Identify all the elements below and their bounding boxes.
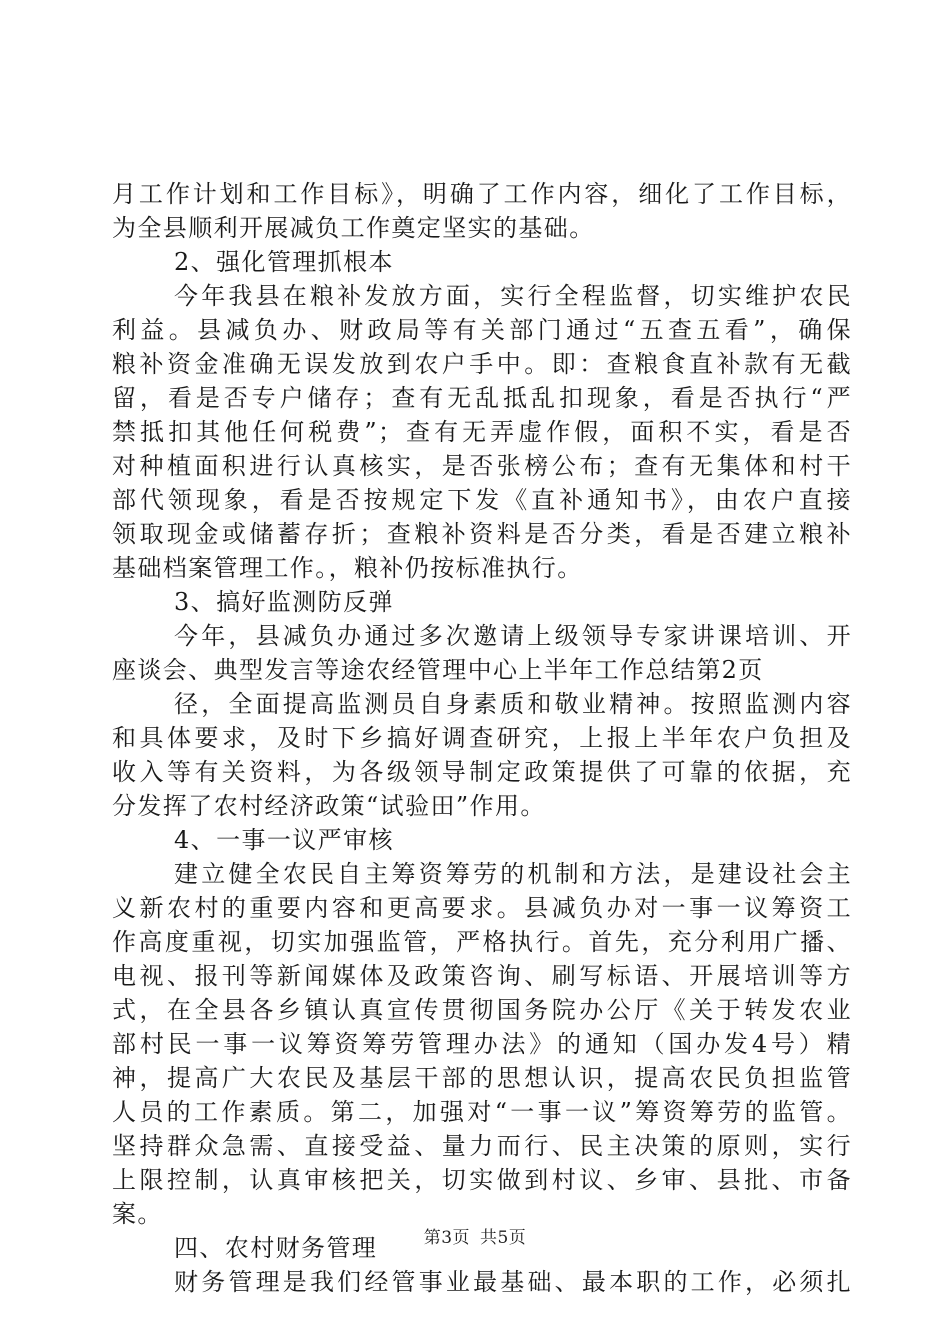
text-line: 上限控制，认真审核把关，切实做到村议、乡审、县批、市备	[112, 1166, 852, 1194]
text-line: 领取现金或储蓄存折；查粮补资料是否分类，看是否建立粮补	[112, 520, 852, 548]
text-line: 今年，县减负办通过多次邀请上级领导专家讲课培训、开	[174, 622, 852, 650]
page-number: 第3页	[423, 1228, 471, 1248]
text-line: 4、一事一议严审核	[174, 826, 394, 854]
text-line: 对种植面积进行认真核实，是否张榜公布；查有无集体和村干	[112, 452, 852, 480]
text-line: 和具体要求，及时下乡搞好调查研究，上报上半年农户负担及	[112, 724, 852, 752]
text-line: 粮补资金准确无误发放到农户手中。即：查粮食直补款有无截	[112, 350, 852, 378]
text-line: 义新农村的重要内容和更高要求。县减负办对一事一议筹资工	[112, 894, 852, 922]
text-line: 财务管理是我们经管事业最基础、最本职的工作，必须扎	[174, 1268, 852, 1296]
text-line: 为全县顺利开展减负工作奠定坚实的基础。	[112, 214, 595, 242]
text-line: 部村民一事一议筹资筹劳管理办法》的通知（国办发4号）精	[112, 1030, 852, 1058]
page-footer	[0, 1223, 950, 1248]
text-line: 月工作计划和工作目标》，明确了工作内容，细化了工作目标，	[112, 180, 852, 208]
text-line: 基础档案管理工作。，粮补仍按标准执行。	[112, 554, 583, 582]
text-line: 收入等有关资料，为各级领导制定政策提供了可靠的依据，充	[112, 758, 852, 786]
text-line: 座谈会、典型发言等途农经管理中心上半年工作总结第2页	[112, 656, 764, 684]
text-line: 案。	[112, 1200, 163, 1228]
text-line: 坚持群众急需、直接受益、量力而行、民主决策的原则，实行	[112, 1132, 852, 1160]
text-line: 今年我县在粮补发放方面，实行全程监督，切实维护农民	[174, 282, 852, 310]
page-total: 共5页	[479, 1228, 527, 1248]
text-line: 分发挥了农村经济政策“试验田”作用。	[112, 792, 546, 820]
text-line: 禁抵扣其他任何税费”；查有无弄虚作假，面积不实，看是否	[112, 418, 852, 446]
text-line: 2、强化管理抓根本	[174, 248, 394, 276]
text-line: 电视、报刊等新闻媒体及政策咨询、刷写标语、开展培训等方	[112, 962, 852, 990]
text-line: 留，看是否专户储存；查有无乱抵乱扣现象，看是否执行“严	[112, 384, 852, 412]
text-line: 作高度重视，切实加强监管，严格执行。首先，充分利用广播、	[112, 928, 852, 956]
text-line: 式，在全县各乡镇认真宣传贯彻国务院办公厅《关于转发农业	[112, 996, 852, 1024]
text-line: 四、农村财务管理	[174, 1234, 378, 1262]
text-line: 建立健全农民自主筹资筹劳的机制和方法，是建设社会主	[174, 860, 852, 888]
text-line: 部代领现象，看是否按规定下发《直补通知书》，由农户直接	[112, 486, 852, 514]
text-line: 3、搞好监测防反弹	[174, 588, 394, 616]
text-line: 利益。县减负办、财政局等有关部门通过“五查五看”，确保	[112, 316, 852, 344]
text-line: 神，提高广大农民及基层干部的思想认识，提高农民负担监管	[112, 1064, 852, 1092]
text-line: 人员的工作素质。第二，加强对“一事一议”筹资筹劳的监管。	[112, 1098, 852, 1126]
document-body	[112, 177, 852, 1299]
text-line: 径，全面提高监测员自身素质和敬业精神。按照监测内容	[174, 690, 852, 718]
